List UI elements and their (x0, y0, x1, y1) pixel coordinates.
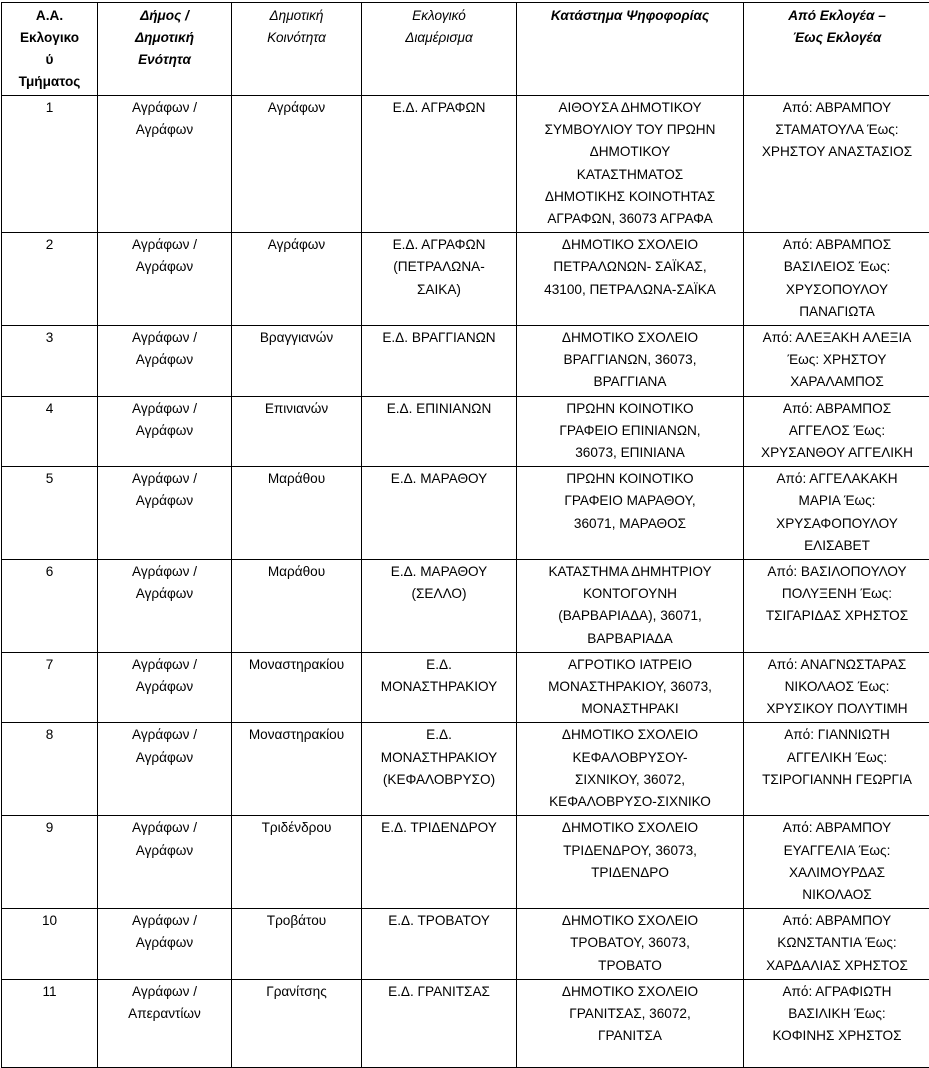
cell-koinotita (232, 326, 362, 397)
header-katastima-line: Κατάστημα Ψηφοφορίας (521, 5, 739, 27)
cell-katastima-line: ΓΡΑΝΙΤΣΑΣ, 36072, (521, 1003, 739, 1025)
cell-ekloges-line: ΠΑΝΑΓΙΩΤΑ (748, 301, 926, 323)
cell-diamerisma-line: Ε.Δ. ΑΓΡΑΦΩΝ (366, 234, 512, 256)
cell-ekloges-line: ΚΟΦΙΝΗΣ ΧΡΗΣΤΟΣ (748, 1025, 926, 1047)
cell-katastima-line: ΔΗΜΟΤΙΚΟ ΣΧΟΛΕΙΟ (521, 817, 739, 839)
cell-dimos-line: Αγράφων / (102, 327, 227, 349)
cell-dimos-line: Αγράφων / (102, 654, 227, 676)
cell-katastima-line: ΔΗΜΟΤΙΚΟ ΣΧΟΛΕΙΟ (521, 981, 739, 1003)
header-dimos (98, 3, 232, 96)
cell-diamerisma-line: ΜΟΝΑΣΤΗΡΑΚΙΟΥ (366, 747, 512, 769)
cell-diamerisma-line: Ε.Δ. ΤΡΟΒΑΤΟΥ (366, 910, 512, 932)
cell-ekloges-line: ΕΥΑΓΓΕΛΙΑ Έως: (748, 840, 926, 862)
cell-katastima-line: ΠΡΩΗΝ ΚΟΙΝΟΤΙΚΟ (521, 468, 739, 490)
cell-ekloges-line: Από: ΑΒΡΑΜΠΟΣ (748, 234, 926, 256)
cell-ekloges-line: Από: ΑΒΡΑΜΠΟΣ (748, 398, 926, 420)
cell-dimos (98, 652, 232, 723)
cell-ekloges-line: ΧΡΥΣΟΠΟΥΛΟΥ (748, 279, 926, 301)
cell-dimos-line: Αγράφων / (102, 234, 227, 256)
cell-dimos-line: Αγράφων / (102, 561, 227, 583)
cell-ekloges-line: Από: ΒΑΣΙΛΟΠΟΥΛΟΥ (748, 561, 926, 583)
table-body (2, 96, 929, 1068)
cell-diamerisma-line: Ε.Δ. ΓΡΑΝΙΤΣΑΣ (366, 981, 512, 1003)
cell-dimos-line: Αγράφων / (102, 398, 227, 420)
cell-katastima-line: ΔΗΜΟΤΙΚΟ ΣΧΟΛΕΙΟ (521, 910, 739, 932)
cell-ekloges-line: ΠΟΛΥΞΕΝΗ Έως: (748, 583, 926, 605)
cell-katastima-line: ΠΕΤΡΑΛΩΝΩΝ- ΣΑΪΚΑΣ, (521, 256, 739, 278)
cell-koinotita-line: Γρανίτσης (236, 981, 357, 1003)
cell-ekloges-line: Από: ΑΓΓΕΛΑΚΑΚΗ (748, 468, 926, 490)
cell-dimos-line: Αγράφων / (102, 724, 227, 746)
cell-aa: 10 (2, 909, 98, 980)
cell-ekloges-line: ΤΣΙΡΟΓΙΑΝΝΗ ΓΕΩΡΓΙΑ (748, 769, 926, 791)
cell-katastima-line: ΒΑΡΒΑΡΙΑΔΑ (521, 628, 739, 650)
cell-dimos-line: Αγράφων (102, 840, 227, 862)
cell-koinotita (232, 560, 362, 653)
cell-katastima-line: ΔΗΜΟΤΙΚΟΥ (521, 141, 739, 163)
cell-koinotita-line: Βραγγιανών (236, 327, 357, 349)
cell-katastima-line: ΣΥΜΒΟΥΛΙΟΥ ΤΟΥ ΠΡΩΗΝ (521, 119, 739, 141)
cell-ekloges-line: ΕΛΙΣΑΒΕΤ (748, 535, 926, 557)
cell-dimos-line: Αγράφων / (102, 97, 227, 119)
cell-koinotita-line: Επινιανών (236, 398, 357, 420)
cell-dimos (98, 326, 232, 397)
cell-aa: 9 (2, 816, 98, 909)
cell-diamerisma-line: (ΣΕΛΛΟ) (366, 583, 512, 605)
cell-ekloges-line: ΑΓΓΕΛΙΚΗ Έως: (748, 747, 926, 769)
cell-dimos (98, 979, 232, 1067)
header-dimos-line: Ενότητα (102, 49, 227, 71)
cell-diamerisma (362, 396, 517, 467)
cell-katastima-line: ΚΕΦΑΛΟΒΡΥΣΟΥ- (521, 747, 739, 769)
cell-dimos (98, 816, 232, 909)
cell-ekloges-line: ΚΩΝΣΤΑΝΤΙΑ Έως: (748, 932, 926, 954)
cell-diamerisma-line: Ε.Δ. ΒΡΑΓΓΙΑΝΩΝ (366, 327, 512, 349)
cell-katastima-line: ΔΗΜΟΤΙΚΟ ΣΧΟΛΕΙΟ (521, 724, 739, 746)
cell-dimos-line: Αγράφων (102, 932, 227, 954)
cell-katastima (517, 909, 744, 980)
cell-dimos-line: Αγράφων (102, 420, 227, 442)
header-dimos-line: Δήμος / (102, 5, 227, 27)
header-diamerisma (362, 3, 517, 96)
header-ekloges (744, 3, 929, 96)
cell-diamerisma-line: ΣΑΙΚΑ) (366, 279, 512, 301)
cell-katastima-line: ΤΡΙΔΕΝΔΡΟΥ, 36073, (521, 840, 739, 862)
cell-koinotita-line: Τροβάτου (236, 910, 357, 932)
cell-koinotita-line: Μαράθου (236, 561, 357, 583)
cell-katastima-line: ΓΡΑΝΙΤΣΑ (521, 1025, 739, 1047)
cell-katastima (517, 816, 744, 909)
table-row (2, 909, 929, 980)
cell-ekloges-line: ΑΓΓΕΛΟΣ Έως: (748, 420, 926, 442)
cell-dimos-line: Αγράφων (102, 583, 227, 605)
cell-ekloges (744, 560, 929, 653)
cell-koinotita (232, 96, 362, 233)
table-row (2, 326, 929, 397)
cell-katastima-line: ΒΡΑΓΓΙΑΝΩΝ, 36073, (521, 349, 739, 371)
cell-katastima-line: 43100, ΠΕΤΡΑΛΩΝΑ-ΣΑΪΚΑ (521, 279, 739, 301)
cell-katastima (517, 396, 744, 467)
cell-ekloges-line: ΝΙΚΟΛΑΟΣ (748, 884, 926, 906)
cell-katastima-line: ΚΟΝΤΟΓΟΥΝΗ (521, 583, 739, 605)
header-aa-line: Α.Α. (3, 5, 96, 27)
cell-diamerisma-line: Ε.Δ. ΜΑΡΑΘΟΥ (366, 468, 512, 490)
cell-koinotita-line: Αγράφων (236, 97, 357, 119)
cell-ekloges-line: Από: ΑΒΡΑΜΠΟΥ (748, 910, 926, 932)
cell-koinotita (232, 979, 362, 1067)
cell-dimos-line: Αγράφων / (102, 981, 227, 1003)
cell-dimos-line: Απεραντίων (102, 1003, 227, 1025)
header-koinotita-line: Δημοτική (236, 5, 357, 27)
cell-ekloges (744, 723, 929, 816)
cell-ekloges-line: ΝΙΚΟΛΑΟΣ Έως: (748, 676, 926, 698)
table-row (2, 96, 929, 233)
cell-dimos-line: Αγράφων (102, 349, 227, 371)
cell-ekloges-line: ΧΑΛΙΜΟΥΡΔΑΣ (748, 862, 926, 884)
cell-koinotita-line: Αγράφων (236, 234, 357, 256)
cell-koinotita-line: Μοναστηρακίου (236, 724, 357, 746)
cell-ekloges-line: ΒΑΣΙΛΕΙΟΣ Έως: (748, 256, 926, 278)
cell-dimos (98, 723, 232, 816)
cell-koinotita-line: Μοναστηρακίου (236, 654, 357, 676)
cell-aa: 1 (2, 96, 98, 233)
cell-katastima (517, 326, 744, 397)
cell-diamerisma (362, 233, 517, 326)
cell-katastima (517, 652, 744, 723)
cell-katastima-line: ΔΗΜΟΤΙΚΗΣ ΚΟΙΝΟΤΗΤΑΣ (521, 186, 739, 208)
cell-ekloges-line: Από: ΑΒΡΑΜΠΟΥ (748, 97, 926, 119)
cell-katastima (517, 560, 744, 653)
cell-ekloges-line: ΧΡΗΣΤΟΥ ΑΝΑΣΤΑΣΙΟΣ (748, 141, 926, 163)
cell-aa: 4 (2, 396, 98, 467)
table-header-row (2, 3, 929, 96)
cell-katastima-line: ΓΡΑΦΕΙΟ ΜΑΡΑΘΟΥ, (521, 490, 739, 512)
cell-ekloges-line: ΧΑΡΑΛΑΜΠΟΣ (748, 371, 926, 393)
cell-diamerisma (362, 723, 517, 816)
table-row (2, 233, 929, 326)
cell-koinotita (232, 652, 362, 723)
cell-katastima-line: ΤΡΙΔΕΝΔΡΟ (521, 862, 739, 884)
cell-katastima-line: ΑΓΡΑΦΩΝ, 36073 ΑΓΡΑΦΑ (521, 208, 739, 230)
cell-katastima-line: ΜΟΝΑΣΤΗΡΑΚΙΟΥ, 36073, (521, 676, 739, 698)
table-row (2, 560, 929, 653)
cell-katastima-line: ΚΑΤΑΣΤΗΜΑΤΟΣ (521, 164, 739, 186)
cell-ekloges-line: ΧΡΥΣΑΝΘΟΥ ΑΓΓΕΛΙΚΗ (748, 442, 926, 464)
cell-ekloges-line: ΧΑΡΔΑΛΙΑΣ ΧΡΗΣΤΟΣ (748, 955, 926, 977)
header-koinotita-line: Κοινότητα (236, 27, 357, 49)
header-dimos-line: Δημοτική (102, 27, 227, 49)
cell-ekloges (744, 96, 929, 233)
cell-katastima-line: ΑΓΡΟΤΙΚΟ ΙΑΤΡΕΙΟ (521, 654, 739, 676)
cell-katastima (517, 233, 744, 326)
cell-diamerisma-line: ΜΟΝΑΣΤΗΡΑΚΙΟΥ (366, 676, 512, 698)
cell-ekloges (744, 909, 929, 980)
cell-katastima-line: ΠΡΩΗΝ ΚΟΙΝΟΤΙΚΟ (521, 398, 739, 420)
cell-ekloges (744, 816, 929, 909)
cell-katastima-line: ΔΗΜΟΤΙΚΟ ΣΧΟΛΕΙΟ (521, 327, 739, 349)
cell-katastima (517, 723, 744, 816)
cell-diamerisma (362, 467, 517, 560)
cell-ekloges-line: ΒΑΣΙΛΙΚΗ Έως: (748, 1003, 926, 1025)
cell-diamerisma-line: Ε.Δ. ΕΠΙΝΙΑΝΩΝ (366, 398, 512, 420)
cell-aa: 11 (2, 979, 98, 1067)
cell-ekloges (744, 396, 929, 467)
cell-ekloges-line: Έως: ΧΡΗΣΤΟΥ (748, 349, 926, 371)
cell-ekloges-line: ΣΤΑΜΑΤΟΥΛΑ Έως: (748, 119, 926, 141)
cell-katastima-line: ΤΡΟΒΑΤΟ (521, 955, 739, 977)
cell-ekloges (744, 652, 929, 723)
cell-diamerisma (362, 909, 517, 980)
cell-katastima-line: (ΒΑΡΒΑΡΙΑΔΑ), 36071, (521, 605, 739, 627)
cell-aa: 8 (2, 723, 98, 816)
cell-koinotita-line: Μαράθου (236, 468, 357, 490)
cell-katastima-line: ΒΡΑΓΓΙΑΝΑ (521, 371, 739, 393)
cell-diamerisma (362, 560, 517, 653)
table-row (2, 396, 929, 467)
cell-ekloges-line: Από: ΑΒΡΑΜΠΟΥ (748, 817, 926, 839)
table-row (2, 467, 929, 560)
cell-katastima-line: ΑΙΘΟΥΣΑ ΔΗΜΟΤΙΚΟΥ (521, 97, 739, 119)
cell-diamerisma (362, 816, 517, 909)
cell-katastima (517, 467, 744, 560)
cell-aa: 5 (2, 467, 98, 560)
cell-katastima-line: ΤΡΟΒΑΤΟΥ, 36073, (521, 932, 739, 954)
cell-katastima-line: ΔΗΜΟΤΙΚΟ ΣΧΟΛΕΙΟ (521, 234, 739, 256)
cell-dimos-line: Αγράφων (102, 119, 227, 141)
header-koinotita (232, 3, 362, 96)
cell-ekloges (744, 326, 929, 397)
cell-ekloges-line: ΜΑΡΙΑ Έως: (748, 490, 926, 512)
cell-dimos-line: Αγράφων (102, 747, 227, 769)
cell-dimos (98, 233, 232, 326)
cell-dimos-line: Αγράφων (102, 256, 227, 278)
cell-dimos (98, 96, 232, 233)
cell-diamerisma-line: Ε.Δ. (366, 724, 512, 746)
cell-diamerisma-line: Ε.Δ. ΑΓΡΑΦΩΝ (366, 97, 512, 119)
cell-aa: 2 (2, 233, 98, 326)
header-ekloges-line: Έως Εκλογέα (748, 27, 926, 49)
cell-dimos-line: Αγράφων / (102, 468, 227, 490)
cell-koinotita (232, 909, 362, 980)
cell-ekloges-line: ΤΣΙΓΑΡΙΔΑΣ ΧΡΗΣΤΟΣ (748, 605, 926, 627)
cell-dimos (98, 560, 232, 653)
cell-katastima-line: 36071, ΜΑΡΑΘΟΣ (521, 513, 739, 535)
cell-ekloges-line: ΧΡΥΣΙΚΟΥ ΠΟΛΥΤΙΜΗ (748, 698, 926, 720)
header-diamerisma-line: Εκλογικό (366, 5, 512, 27)
cell-katastima-line: ΣΙΧΝΙΚΟΥ, 36072, (521, 769, 739, 791)
cell-ekloges-line: Από: ΑΝΑΓΝΩΣΤΑΡΑΣ (748, 654, 926, 676)
cell-koinotita (232, 816, 362, 909)
cell-ekloges (744, 979, 929, 1067)
cell-koinotita (232, 396, 362, 467)
cell-koinotita (232, 723, 362, 816)
cell-katastima-line: ΚΕΦΑΛΟΒΡΥΣΟ-ΣΙΧΝΙΚΟ (521, 791, 739, 813)
cell-aa: 7 (2, 652, 98, 723)
cell-diamerisma (362, 96, 517, 233)
cell-ekloges (744, 233, 929, 326)
header-aa-line: Εκλογικο (3, 27, 96, 49)
header-aa-line: Τμήματος (3, 71, 96, 93)
cell-koinotita (232, 467, 362, 560)
table-row (2, 652, 929, 723)
cell-ekloges-line: Από: ΑΛΕΞΑΚΗ ΑΛΕΞΙΑ (748, 327, 926, 349)
table-row (2, 979, 929, 1067)
cell-ekloges-line: Από: ΑΓΡΑΦΙΩΤΗ (748, 981, 926, 1003)
header-diamerisma-line: Διαμέρισμα (366, 27, 512, 49)
cell-diamerisma-line: Ε.Δ. ΜΑΡΑΘΟΥ (366, 561, 512, 583)
cell-diamerisma-line: Ε.Δ. ΤΡΙΔΕΝΔΡΟΥ (366, 817, 512, 839)
table-row (2, 816, 929, 909)
cell-diamerisma-line: (ΚΕΦΑΛΟΒΡΥΣΟ) (366, 769, 512, 791)
cell-diamerisma (362, 326, 517, 397)
polling-stations-table (1, 2, 929, 1068)
header-katastima (517, 3, 744, 96)
cell-dimos-line: Αγράφων / (102, 817, 227, 839)
cell-koinotita (232, 233, 362, 326)
cell-dimos (98, 467, 232, 560)
cell-ekloges (744, 467, 929, 560)
cell-aa: 3 (2, 326, 98, 397)
cell-ekloges-line: ΧΡΥΣΑΦΟΠΟΥΛΟΥ (748, 513, 926, 535)
cell-diamerisma-line: (ΠΕΤΡΑΛΩΝΑ- (366, 256, 512, 278)
header-aa-line: ύ (3, 49, 96, 71)
header-aa (2, 3, 98, 96)
cell-ekloges-line: Από: ΓΙΑΝΝΙΩΤΗ (748, 724, 926, 746)
cell-katastima-line: ΚΑΤΑΣΤΗΜΑ ΔΗΜΗΤΡΙΟΥ (521, 561, 739, 583)
cell-katastima (517, 96, 744, 233)
cell-aa: 6 (2, 560, 98, 653)
cell-diamerisma-line: Ε.Δ. (366, 654, 512, 676)
cell-katastima-line: ΓΡΑΦΕΙΟ ΕΠΙΝΙΑΝΩΝ, (521, 420, 739, 442)
cell-dimos (98, 909, 232, 980)
cell-dimos-line: Αγράφων (102, 676, 227, 698)
cell-katastima-line: 36073, ΕΠΙΝΙΑΝΑ (521, 442, 739, 464)
cell-dimos (98, 396, 232, 467)
cell-diamerisma (362, 979, 517, 1067)
cell-koinotita-line: Τριδένδρου (236, 817, 357, 839)
cell-diamerisma (362, 652, 517, 723)
cell-katastima (517, 979, 744, 1067)
cell-dimos-line: Αγράφων (102, 490, 227, 512)
header-ekloges-line: Από Εκλογέα – (748, 5, 926, 27)
cell-katastima-line: ΜΟΝΑΣΤΗΡΑΚΙ (521, 698, 739, 720)
table-row (2, 723, 929, 816)
cell-dimos-line: Αγράφων / (102, 910, 227, 932)
